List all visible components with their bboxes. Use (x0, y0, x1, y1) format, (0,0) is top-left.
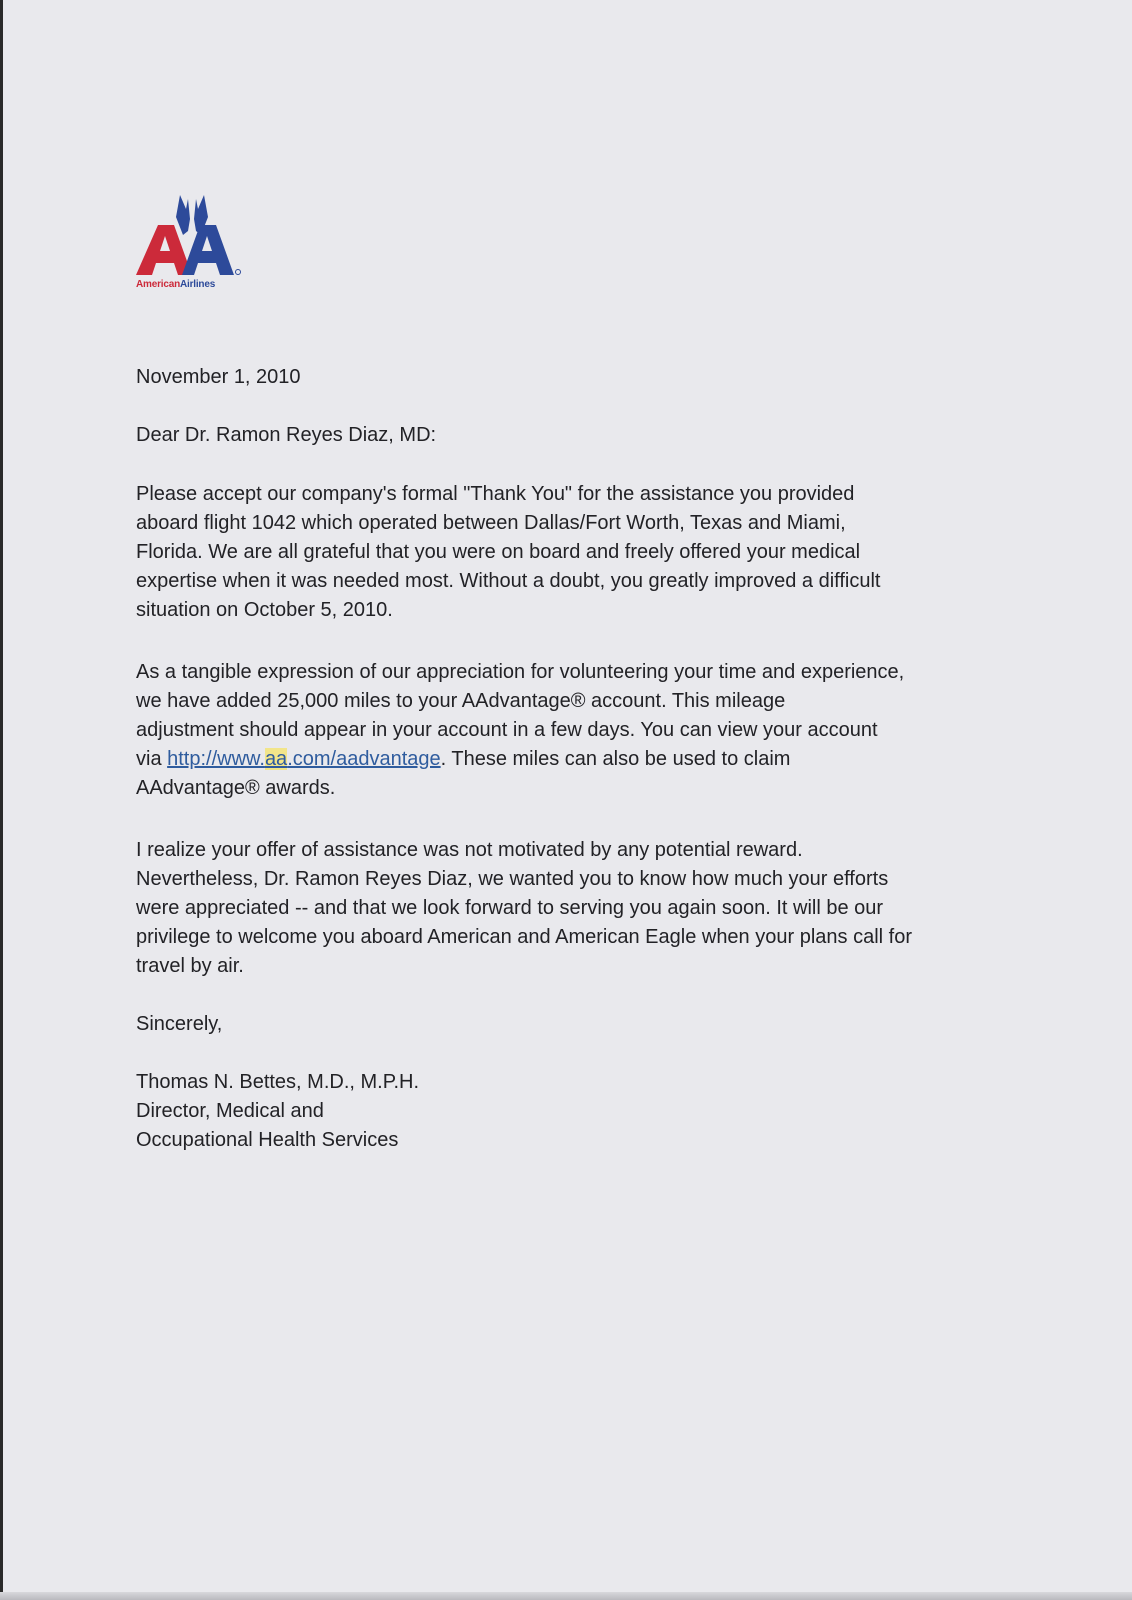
signer-name: Thomas N. Bettes, M.D., M.P.H. (136, 1071, 420, 1093)
paragraph-line: we have added 25,000 miles to your AAdvantage® account. This mileage (136, 690, 786, 712)
paragraph-line: expertise when it was needed most. Without a doubt, you greatly improved a difficult (136, 570, 881, 592)
paragraph-line: travel by air. (136, 955, 244, 977)
paragraph-thank-you (136, 480, 880, 625)
blue-a-letter-icon (182, 225, 234, 275)
link-text-part1: http://www. (167, 748, 265, 770)
letter-salutation: Dear Dr. Ramon Reyes Diaz, MD: (136, 424, 437, 446)
paragraph-line: I realize your offer of assistance was not motivated by any potential reward. (136, 839, 803, 861)
paragraph-line: adjustment should appear in your account in a few days. You can view your account (136, 719, 878, 741)
paragraph-miles-award (136, 658, 904, 803)
letter-closing: Sincerely, (136, 1013, 223, 1035)
scan-left-edge (0, 0, 3, 1600)
link-text-part2: .com/aadvantage (287, 748, 441, 770)
paragraph-line: Please accept our company's formal "Thank You" for the assistance you provided (136, 483, 855, 505)
eagle-left-wing-icon (176, 195, 190, 235)
eagle-aa-logo-icon (136, 195, 248, 279)
registered-mark-icon (236, 270, 241, 275)
letter-date: November 1, 2010 (136, 366, 301, 388)
paragraph-line-with-link (136, 745, 904, 774)
link-text-highlight: aa (264, 748, 288, 770)
signer-title-line1: Director, Medical and (136, 1100, 324, 1122)
scan-bottom-edge (0, 1592, 1132, 1600)
paragraph-line: were appreciated -- and that we look forward to serving you again soon. It will be our (136, 897, 884, 919)
paragraph-line: AAdvantage® awards. (136, 777, 336, 799)
link-suffix-text: . These miles can also be used to claim (440, 748, 791, 770)
american-airlines-logo (136, 195, 248, 295)
signer-title-line2: Occupational Health Services (136, 1129, 399, 1151)
american-airlines-wordmark (136, 279, 248, 290)
paragraph-line: privilege to welcome you aboard American and American Eagle when your plans call for (136, 926, 912, 948)
link-prefix-text: via (136, 748, 168, 770)
signature-block (136, 1068, 419, 1155)
paragraph-appreciation (136, 836, 912, 981)
paragraph-line: situation on October 5, 2010. (136, 599, 393, 621)
wordmark-airlines: Airlines (179, 279, 216, 290)
paragraph-line: Nevertheless, Dr. Ramon Reyes Diaz, we wanted you to know how much your efforts (136, 868, 889, 890)
paragraph-line: As a tangible expression of our appreciation for volunteering your time and experience, (136, 661, 905, 683)
paragraph-line: Florida. We are all grateful that you were on board and freely offered your medical (136, 541, 861, 563)
paragraph-line: aboard flight 1042 which operated between Dallas/Fort Worth, Texas and Miami, (136, 512, 846, 534)
wordmark-american: American (136, 279, 180, 290)
aadvantage-link[interactable] (167, 748, 441, 770)
